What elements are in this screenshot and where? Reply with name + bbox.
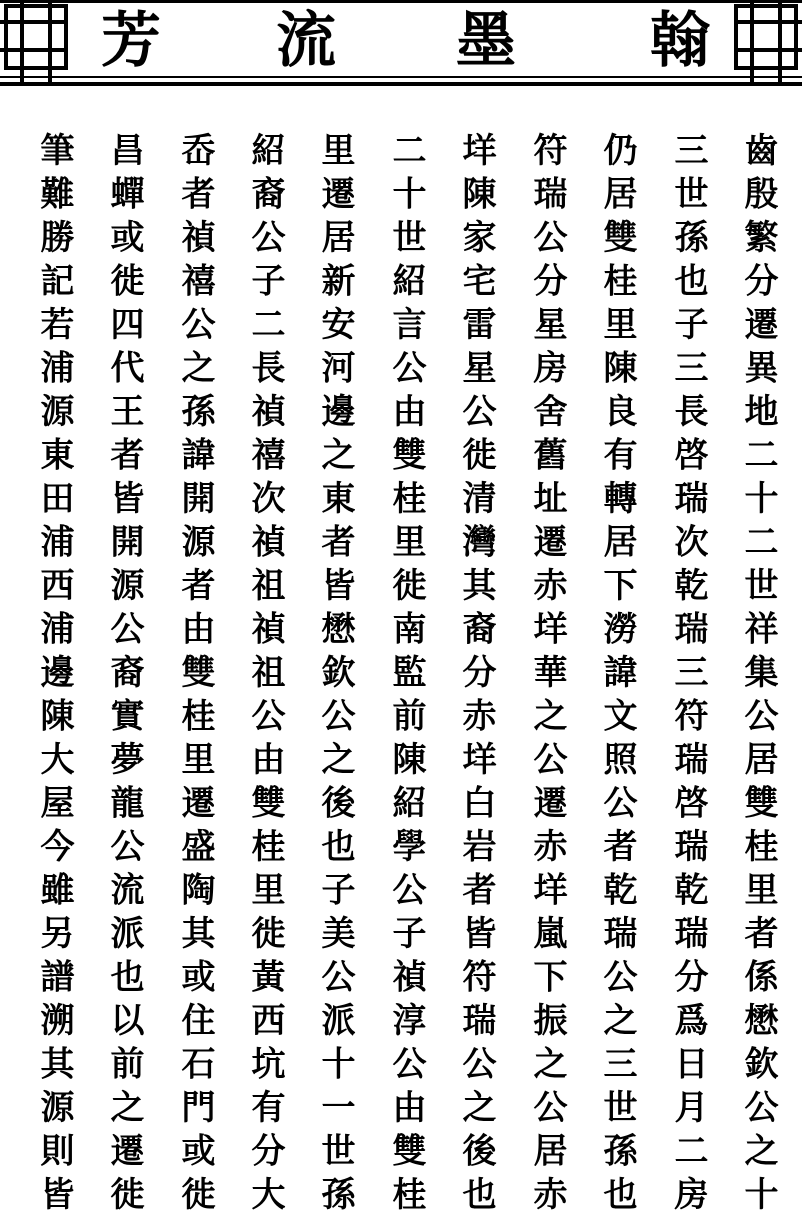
- text-column-2: 三世孫也子三長啓瑞次乾瑞三符瑞啓瑞乾瑞分爲日月二房: [668, 132, 708, 1220]
- text-column-3: 仍居雙桂里陳良有轉居下澇諱文照公者乾瑞公之三世孫也: [597, 132, 637, 1220]
- title-char-2: 流: [276, 6, 336, 76]
- text-column-8: 紹裔公子二長禎禧次禎祖禎祖公由雙桂里徙黃西坑有分大: [245, 132, 285, 1220]
- text-column-6: 二十世紹言公由雙桂里徙南監前陳紹學公子禎淳公由雙桂: [386, 132, 426, 1220]
- text-column-4: 符瑞公分星房舍舊址遷赤垟華之公遷赤垟嵐下振之公居赤: [527, 132, 567, 1220]
- text-column-9: 岙者禎禧公之孫諱開源者由雙桂里遷盛陶其或住石門或徙: [175, 132, 215, 1220]
- title-char-1: 芳: [101, 6, 161, 76]
- text-column-10: 昌蟬或徙四代王者皆開源公裔實夢龍公流派也以前之遷徙: [104, 132, 144, 1220]
- title-char-4: 翰: [650, 6, 710, 76]
- text-column-5: 垟陳家宅雷星公徙清灣其裔分赤垟白岩者皆符瑞公之後也: [456, 132, 496, 1220]
- text-column-1: 齒殷繁分遷異地二十二世祥集公居雙桂里者係懋欽公之十: [738, 132, 778, 1220]
- text-column-11: 筆難勝記若浦源東田浦西浦邊陳大屋今雖另譜溯其源則皆: [34, 132, 74, 1220]
- title-char-3: 墨: [456, 6, 516, 76]
- text-column-7: 里遷居新安河邊之東者皆懋欽公之後也子美公派十一世孫: [315, 132, 355, 1220]
